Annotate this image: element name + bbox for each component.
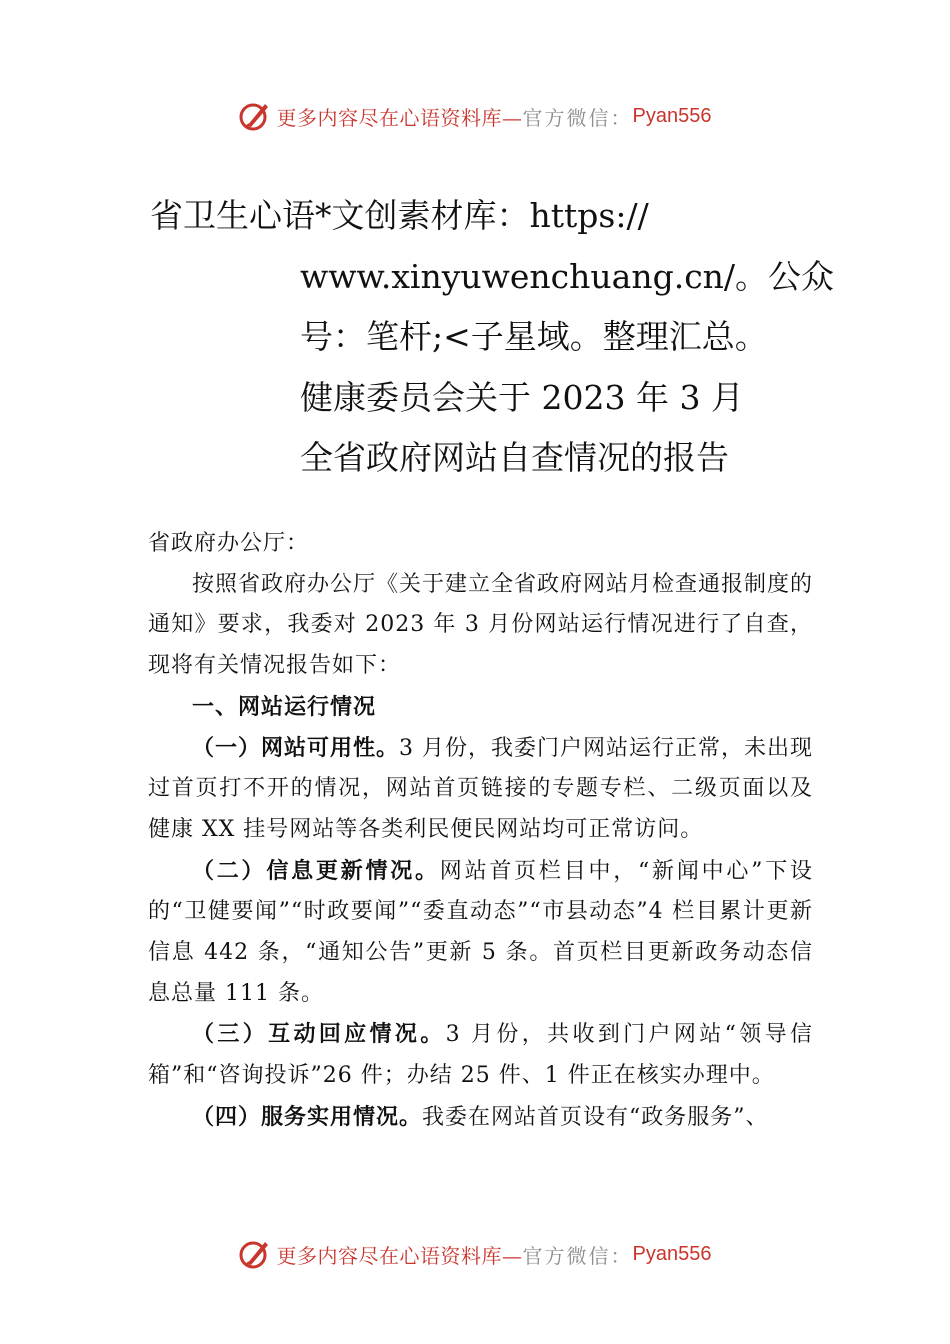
banner-wechat-id: Pyan556: [632, 1242, 712, 1265]
paragraph-text: 3 月份，共收到门户网站“领导信箱”和“咨询投诉”26 件；办结 25 件、1 件正在核实办理中。: [148, 1022, 813, 1089]
paragraph-interaction: [148, 1014, 813, 1096]
banner-slogan: 更多内容尽在心语资料库—: [276, 105, 523, 130]
document-title: [150, 186, 850, 489]
title-line-1: 省卫生心语*文创素材库：https://: [150, 196, 649, 235]
title-line-5: 全省政府网站自查情况的报告: [300, 438, 729, 477]
paragraph-services: [148, 1097, 813, 1139]
paragraph-label: （三）互动回应情况。: [192, 1021, 446, 1048]
header-banner: [0, 96, 950, 136]
paragraph-availability: [148, 728, 813, 851]
paragraph-updates: [148, 851, 813, 1015]
paragraph-label: （二）信息更新情况。: [192, 857, 440, 884]
title-line-2: www.xinyuwenchuang.cn/。公众: [300, 256, 835, 296]
footer-banner: [0, 1234, 950, 1274]
intro-paragraph: 按照省政府办公厅《关于建立全省政府网站月检查通报制度的通知》要求，我委对 2023 年 3 月份网站运行情况进行了自查，现将有关情况报告如下：: [148, 571, 814, 679]
paragraph-label: （一）网站可用性。: [192, 734, 400, 761]
quill-logo-icon: [239, 100, 271, 132]
title-line-4: 健康委员会关于 2023 年 3 月: [300, 377, 744, 417]
banner-slogan: 更多内容尽在心语资料库—: [276, 1243, 523, 1268]
title-line-3: 号：笔杆;<子星域。整理汇总。: [300, 317, 768, 356]
quill-logo-icon: [239, 1238, 271, 1270]
section-heading-1: 一、网站运行情况: [192, 693, 377, 720]
banner-wechat-id: Pyan556: [632, 104, 712, 127]
paragraph-text: 我委在网站首页设有“政务服务”、: [422, 1104, 769, 1130]
salutation: 省政府办公厅：: [148, 531, 310, 556]
document-body: [148, 524, 813, 1139]
paragraph-text: 网站首页栏目中，“新闻中心”下设的“卫健要闻”“时政要闻”“委直动态”“市县动态”4 栏目累计更新信息 442 条，“通知公告”更新 5 条。首页栏目更新政务动态信息总量 111 条。: [148, 858, 813, 1006]
banner-wechat-label: 官方微信：: [522, 105, 633, 130]
paragraph-text: 3 月份，我委门户网站运行正常，未出现过首页打不开的情况，网站首页链接的专题专栏、二级页面以及健康 XX 挂号网站等各类利民便民网站均可正常访问。: [148, 735, 814, 842]
banner-wechat-label: 官方微信：: [522, 1243, 633, 1268]
paragraph-label: （四）服务实用情况。: [192, 1103, 423, 1130]
